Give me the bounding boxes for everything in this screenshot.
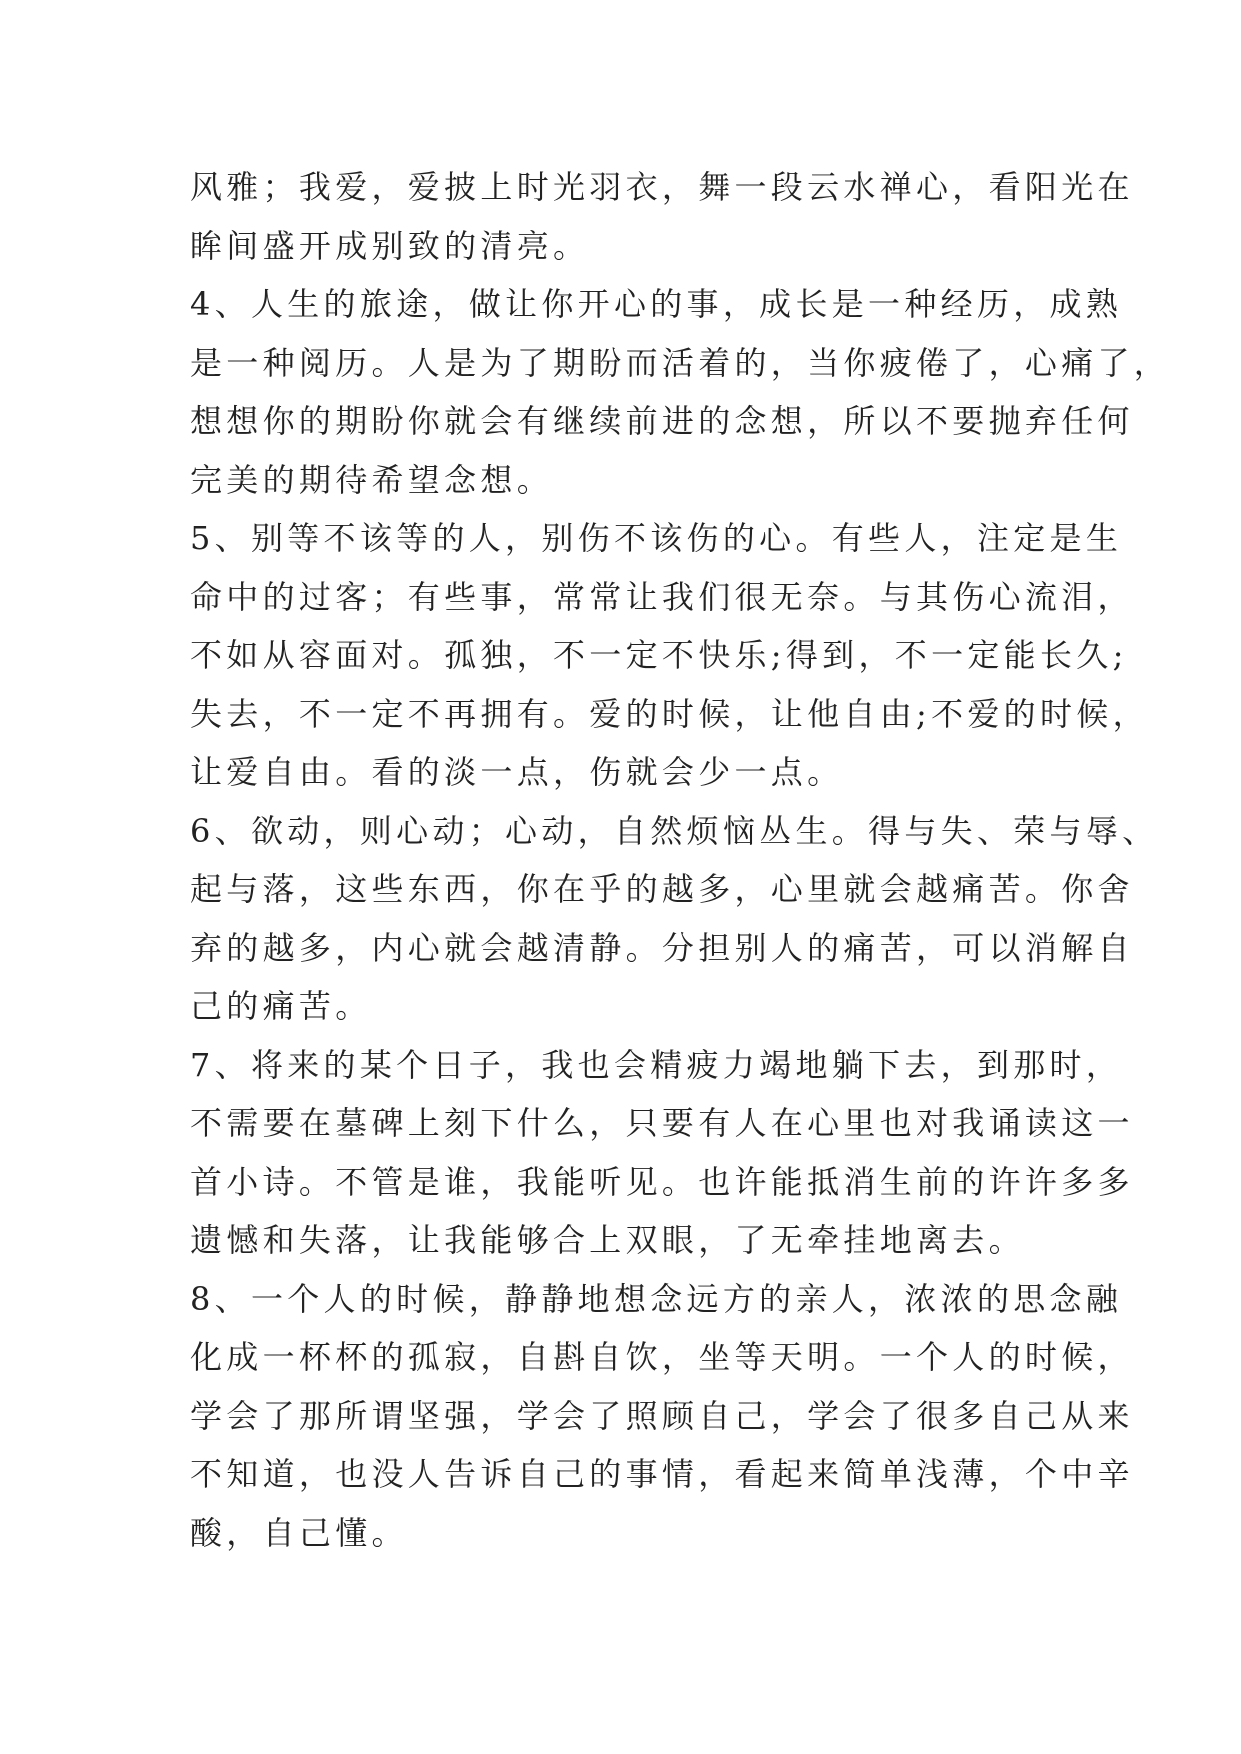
text-line-8: 命中的过客；有些事，常常让我们很无奈。与其伤心流泪， — [190, 577, 1134, 616]
text-line-16: 7、将来的某个日子，我也会精疲力竭地躺下去，到那时， — [190, 1045, 1123, 1084]
text-line-19: 遗憾和失落，让我能够合上双眼，了无牵挂地离去。 — [190, 1221, 1025, 1259]
text-line-15: 己的痛苦。 — [190, 987, 372, 1025]
text-line-20: 8、一个人的时候，静静地想念远方的亲人，浓浓的思念融 — [190, 1279, 1123, 1318]
body-text — [190, 158, 1171, 1562]
text-line-11: 让爱自由。看的淡一点，伤就会少一点。 — [190, 753, 844, 791]
text-line-5: 想想你的期盼你就会有继续前进的念想，所以不要抛弃任何 — [190, 402, 1134, 440]
text-line-6: 完美的期待希望念想。 — [190, 460, 554, 499]
text-line-22: 学会了那所谓坚强，学会了照顾自己，学会了很多自己从来 — [190, 1396, 1134, 1435]
text-line-10: 失去，不一定不再拥有。爱的时候，让他自由;不爱的时候， — [190, 694, 1149, 733]
text-line-14: 弃的越多，内心就会越清静。分担别人的痛苦，可以消解自 — [190, 928, 1134, 967]
text-line-24: 酸，自己懂。 — [190, 1513, 408, 1552]
text-line-1: 风雅；我爱，爱披上时光羽衣，舞一段云水禅心，看阳光在 — [190, 168, 1134, 206]
text-line-17: 不需要在墓碑上刻下什么，只要有人在心里也对我诵读这一 — [190, 1104, 1134, 1142]
text-line-23: 不知道，也没人告诉自己的事情，看起来简单浅薄，个中辛 — [190, 1455, 1134, 1493]
text-line-18: 首小诗。不管是谁，我能听见。也许能抵消生前的许许多多 — [190, 1162, 1134, 1201]
text-line-7: 5、别等不该等的人，别伤不该伤的心。有些人，注定是生 — [190, 519, 1123, 557]
text-line-12: 6、欲动，则心动；心动，自然烦恼丛生。得与失、荣与辱、 — [190, 811, 1159, 850]
text-line-21: 化成一杯杯的孤寂，自斟自饮，坐等天明。一个人的时候， — [190, 1338, 1134, 1376]
text-line-3: 4、人生的旅途，做让你开心的事，成长是一种经历，成熟 — [190, 285, 1123, 323]
text-line-4: 是一种阅历。人是为了期盼而活着的，当你疲倦了，心痛了， — [190, 343, 1171, 382]
text-line-9: 不如从容面对。孤独，不一定不快乐;得到，不一定能长久; — [190, 636, 1128, 674]
text-line-13: 起与落，这些东西，你在乎的越多，心里就会越痛苦。你舍 — [190, 870, 1134, 908]
text-line-2: 眸间盛开成别致的清亮。 — [190, 226, 590, 265]
